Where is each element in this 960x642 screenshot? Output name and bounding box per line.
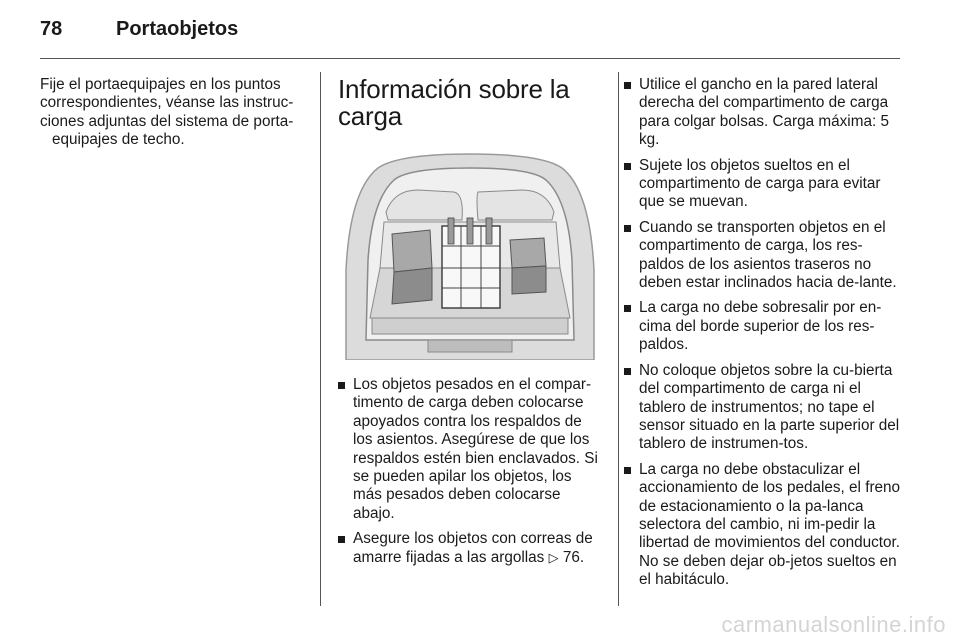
- square-bullet-icon: [624, 368, 631, 375]
- square-bullet-icon: [624, 163, 631, 170]
- page-number: 78: [40, 18, 63, 40]
- square-bullet-icon: [624, 467, 631, 474]
- square-bullet-icon: [338, 536, 345, 543]
- section-title: Portaobjetos: [116, 18, 239, 40]
- square-bullet-icon: [624, 82, 631, 89]
- list-item: Sujete los objetos sueltos en el compartimento de carga para evitar que se muevan.: [624, 157, 902, 212]
- square-bullet-icon: [338, 382, 345, 389]
- list-item: La carga no debe sobresalir por en-cima del borde superior de los res-paldos.: [624, 299, 902, 354]
- square-bullet-icon: [624, 225, 631, 232]
- list-item: No coloque objetos sobre la cu-bierta del compartimento de carga ni el tablero de instrumentos; no tape el sensor situado en la parte superior del tablero de instrumen-tos.: [624, 362, 902, 454]
- column-divider-1: [320, 72, 321, 606]
- open-trunk-with-crate-illustration: [338, 150, 602, 360]
- list-item: Asegure los objetos con correas de amarre fijadas a las argollas ▷ 76.: [338, 530, 604, 567]
- cargo-bullet-list-2: [624, 76, 902, 590]
- site-watermark: carmanualsonline.info: [721, 612, 946, 637]
- arrow-ref-icon[interactable]: ▷: [548, 549, 559, 565]
- cargo-bullet-list-1: [338, 376, 604, 567]
- header-rule: [40, 58, 900, 59]
- section-heading: Información sobre la carga: [338, 74, 570, 131]
- page-reference[interactable]: 76.: [562, 548, 585, 566]
- column-3: [624, 76, 902, 597]
- list-item: Cuando se transporten objetos en el compartimento de carga, los res-paldos de los asientos traseros no deben estar inclinados hacia de-lante.: [624, 219, 902, 293]
- trunk-illustration-icon: [338, 150, 602, 360]
- column-2: [338, 76, 604, 574]
- column-divider-2: [618, 72, 619, 606]
- page-header: [40, 18, 238, 48]
- list-item: Los objetos pesados en el compar-timento de carga deben colocarse apoyados contra los respaldos de los asientos. Asegúrese de que los respaldos estén bien enclavados. Si se pueden apilar los objetos, los más pesados deben colocarse abajo.: [338, 376, 604, 523]
- list-item: La carga no debe obstaculizar el accionamiento de los pedales, el freno de estacionamiento o la pa-lanca selectora del cambio, ni im-pedir la libertad de movimientos del conductor. No se deben dejar ob-jetos sueltos en el habitáculo.: [624, 461, 902, 590]
- square-bullet-icon: [624, 305, 631, 312]
- intro-paragraph: Fije el portaequipajes en los puntos correspondientes, véanse las instruc-ciones adjuntas del sistema de porta- equipajes de techo.: [40, 76, 294, 149]
- list-item: Utilice el gancho en la pared lateral derecha del compartimento de carga para colgar bolsas. Carga máxima: 5 kg.: [624, 76, 902, 150]
- column-1: [40, 76, 308, 150]
